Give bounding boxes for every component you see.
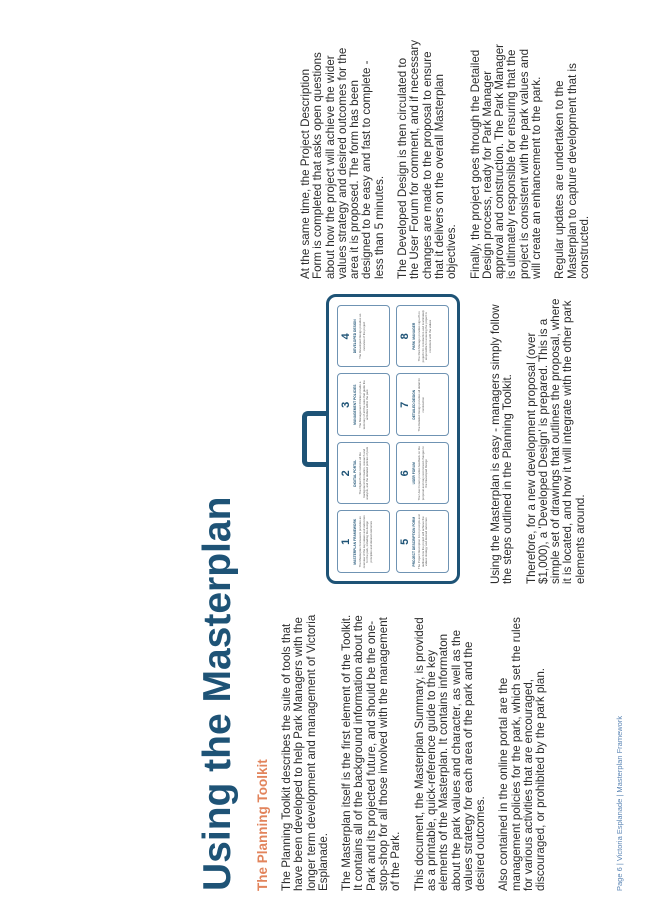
paragraph: Regular updates are undertaken to the Masterplan to capture development that is constructed. [553,63,591,279]
paragraph: Also contained in the online portal are the management policies for the park, which set the rules for various activities that are encouraged, discouraged, or prohibited by the park plan. [497,617,548,891]
text-column-2 [490,294,598,584]
page-footer: Page 6 | Victoria Esplanade | Masterplan Framework [615,715,624,891]
step-number: 4 [340,333,352,340]
paragraph: The Planning Toolkit describes the suite of tools that have been developed to help Park Managers with the longer term development and management of Victoria Esplanade. [280,614,330,891]
step-name: USER FORUM [412,462,416,485]
planning-toolkit-diagram [320,294,470,584]
step-name: PROJECT DESCRIPTION FORM [412,516,416,567]
step-name: PARK MANAGER [412,322,416,350]
step-description: The Digital Portal contains all the background information, research and analysis, and the detailed policies of park [358,446,370,500]
step-number: 5 [399,538,411,545]
paragraph: Finally, the project goes through the Detailed Design process, ready for Park Manager approval and construction. The Park Manager is ultimately responsible for ensuring that the project is consistent with the park values and will create an enhancement to the park. [468,43,544,279]
page-title: Using the Masterplan [196,496,239,891]
toolkit-step [396,305,449,368]
step-number: 1 [340,538,352,545]
step-description: The Project Description Form prompts and outlines how the project will achieve the values strategy and desired outcomes [417,514,429,569]
step-name: DEVELOPED DESIGN [353,319,357,354]
toolkit-step [337,374,390,437]
step-description: The Management Policies provide a summary of all the rules that guide the activities within the park [358,380,370,430]
paragraph: Using the Masterplan is easy - managers simply follow the steps outlined in the Planning Toolkit. [489,304,515,584]
text-column-3 [300,39,602,279]
step-name: DETAILED DESIGN [412,389,416,420]
paragraph: At the same time, the Project Description Form is completed that asks open questions about how the project will achieve the wider values strategy and desired outcomes for the area it is proposed. The form has been designed to be easy and fast to complete - less than 5 minutes. [299,47,386,279]
paragraph: This document, the Masterplan Summary, is provided as a printable, quick-reference guide to the key elements of the Masterplan. It contains informaton about the park values and character, as well as the values strategy for each area of the park and the desired outcomes. [412,617,488,891]
toolkit-briefcase [326,294,460,584]
step-number: 7 [399,401,411,408]
section-subtitle: The Planning Toolkit [255,759,270,891]
paragraph: Therefore, for a new development proposal (over $1,000), a 'Developed Design' is prepared. This is a simple set of drawings that outlines the proposal, where it is located, and how it will integrate with the other park elements around. [524,298,587,584]
step-number: 6 [399,470,411,477]
toolkit-step [337,305,390,368]
step-description: The Developed Design provides an overview of the project [358,313,366,359]
toolkit-step [396,374,449,437]
step-name: DIGITAL PORTAL [353,459,357,487]
step-name: MANAGEMENT POLICIES [353,384,357,425]
step-number: 2 [340,470,352,477]
step-name: MASTERPLAN FRAMEWORK [353,518,357,565]
step-number: 8 [399,333,411,340]
paragraph: The Developed Design is then circulated to the User Forum for comment, and if necessary changes are made to the proposal to ensure that it delivers on the overall Masterplan objectives. [396,39,459,279]
step-description: The Masterplan Framework provides an overview of the key values and outcomes for the park, including the design principles and desired outcomes [358,515,373,569]
step-description: The Detailed Design provides all detail for construction [417,378,425,432]
toolkit-step [337,442,390,505]
text-column-1 [281,611,559,891]
toolkit-step [396,442,449,505]
step-description: The Park Manager provides sign-off on projects for construction and is ultimately responsible for ensuring the project is consistent with the values [417,310,432,363]
step-number: 3 [340,401,352,408]
briefcase-handle [302,411,326,467]
paragraph: The Masterplan itself is the first element of the Toolkit. It contains all of the background information about the Park and its projected future, and should be the one-stop-shop for all those involved with the management of the Park. [340,614,403,891]
toolkit-step [396,511,449,574]
step-description: The User Forum provides feedback on the proposal and may recommend changes to the Developed Design [417,446,429,501]
toolkit-step [337,511,390,574]
